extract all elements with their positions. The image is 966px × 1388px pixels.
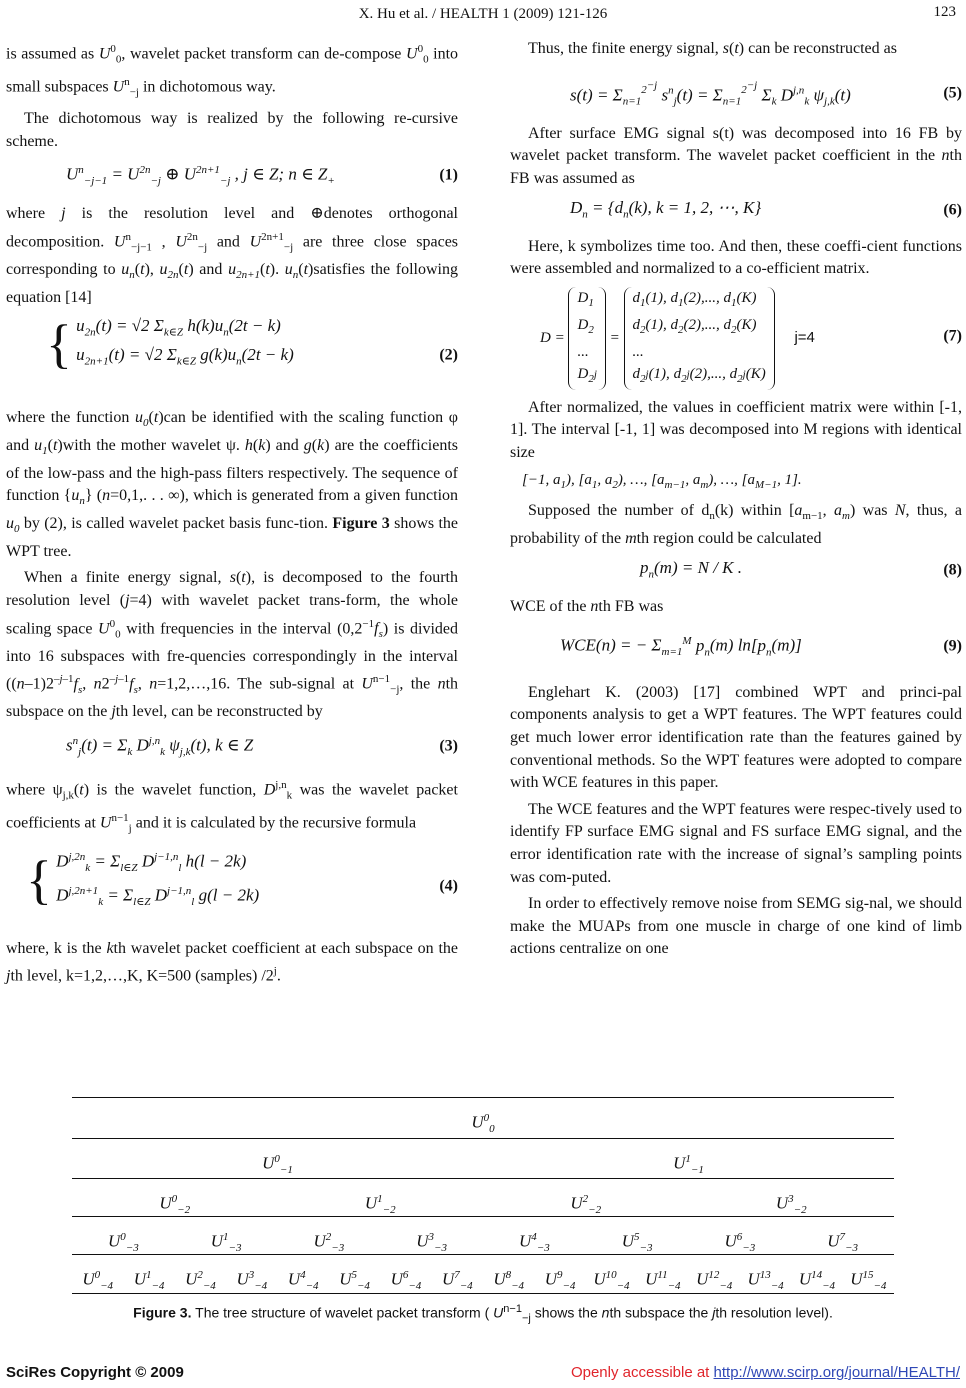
equation-5-number: (5) bbox=[943, 84, 962, 102]
equation-1-number: (1) bbox=[439, 166, 458, 184]
equation-7-number: (7) bbox=[943, 327, 962, 345]
tree-node: $U^8_{-4}$ bbox=[493, 1269, 525, 1293]
figure-label: Figure 3. bbox=[133, 1304, 192, 1321]
paragraph-r6: WCE of the nth FB was bbox=[510, 597, 664, 615]
tree-node: $U^{14}_{-4}$ bbox=[798, 1269, 836, 1293]
tree-node: $U^6_{-4}$ bbox=[390, 1269, 422, 1293]
page-number: 123 bbox=[933, 4, 956, 20]
paragraph-r9: In order to effectively remove noise from SEMG sig-nal, we should make the MUAPs from one muscle in charge of one kind of limb actions centralize on one bbox=[510, 895, 962, 958]
equation-2: { $u_{2n}(t) = √2$ $\Sigma_{k\in Z}$ $h(k)u_n(2t - k)$ $u_{2n+1}(t) = √2$ $\Sigma_{k\in Z}$ $g(k)u_n(2t - k)$ (2) bbox=[46, 314, 458, 375]
equation-8-number: (8) bbox=[943, 561, 962, 579]
tree-level-4 bbox=[72, 1254, 894, 1293]
tree-node: $U^2_{-4}$ bbox=[185, 1269, 216, 1293]
equation-4: { $D^{j,2n}_k = \Sigma_{l\in Z}$ $D^{j-1,n}_l$ h(l − 2k) $D^{j,2n+1}_k = \Sigma_{l\in Z}$ $D^{j-1,n}_l$ g(l − 2k) (4) bbox=[26, 849, 458, 910]
tree-level-2 bbox=[72, 1178, 894, 1219]
left-column bbox=[6, 38, 458, 992]
running-title: X. Hu et al. / HEALTH 1 (2009) 121-126 bbox=[358, 6, 608, 22]
figure-caption: Figure 3. The tree structure of wavelet packet transform ( $U^{n-1}_{-j}$ shows the nth subspace the jth resolution level). bbox=[133, 1303, 833, 1325]
paragraph-7: where, k is the kth wavelet packet coefficient at each subspace on the jth level, k=1,2,…,K, K=500 (samples) /2$^j$. bbox=[6, 939, 458, 985]
copyright-notice: SciRes Copyright © 2009 bbox=[6, 1364, 184, 1381]
equation-4-number: (4) bbox=[439, 877, 458, 895]
tree-node: $U^6_{-3}$ bbox=[724, 1231, 756, 1255]
paragraph-3: where j is the resolution level and ⊕denotes orthogonal decomposition. $U^n_{-j-1}$ , $U^{2n}_{-j}$ and $U^{2n+1}_{-j}$ are three close spaces corresponding to $u_n(t)$, $u_{2n}(t)$ and $u_{2n+1}(t)$. $u_n(t)satisfies$ the following equation [14] bbox=[6, 205, 459, 306]
tree-node: $U^2_{-2}$ bbox=[570, 1193, 602, 1217]
tree-node: $U^1_{-2}$ bbox=[364, 1193, 396, 1217]
tree-node: $U^7_{-3}$ bbox=[827, 1231, 858, 1255]
tree-level-1 bbox=[72, 1138, 894, 1179]
interval-list: [−1, $a_1$), [$a_1$, $a_2$), …, [$a_{m-1}$, $a_m$), …, [$a_{M-1}$, 1]. bbox=[522, 471, 802, 491]
equation-5: $s(t) = \Sigma_{n=1}^{2^{-j}}$ $s^n_j(t) = \Sigma_{n=1}^{2^{-j}}$ $\Sigma_k$ D$^{j,n}_k$ $\psi_{j,k}(t)$ (5) bbox=[570, 79, 962, 108]
equation-9-number: (9) bbox=[943, 637, 962, 655]
tree-node: $U^2_{-3}$ bbox=[313, 1231, 345, 1255]
equation-6-number: (6) bbox=[943, 201, 962, 219]
tree-node: $U^1_{-4}$ bbox=[133, 1269, 165, 1293]
journal-link[interactable]: http://www.scirp.org/journal/HEALTH/ bbox=[713, 1364, 960, 1381]
tree-node: $U^7_{-4}$ bbox=[441, 1269, 473, 1293]
tree-node: $U^{11}_{-4}$ bbox=[645, 1269, 681, 1293]
tree-node: $U^3_{-4}$ bbox=[236, 1269, 268, 1293]
paragraph-r1: Thus, the finite energy signal, s(t) can be reconstructed as bbox=[528, 40, 897, 57]
equation-3: $s^n_j(t) = \Sigma_k$ D$^{j,n}_k$ $\psi_{j,k}(t)$, k ∈ Z (3) bbox=[66, 735, 458, 759]
paragraph-5: When a finite energy signal, s(t), is decomposed to the fourth resolution level (j=4) with wavelet packet trans-form, the whole scaling space $U^0_0$ with frequencies in the interval $(0,2^{-1}f_s)$ is divided into 16 subspaces with fre-quencies correspondingly in the interval ($(n-1)2^{-j-1}f_s$, $n2^{-j-1}f_s$, n=1,2,…,16. The sub-signal at $U^{n-1}_{-j}$, the nth subspace on the jth level, can be reconstructed by bbox=[6, 569, 459, 721]
tree-node: $U^0_{-1}$ bbox=[262, 1153, 293, 1177]
tree-node: $U^5_{-3}$ bbox=[621, 1231, 653, 1255]
equation-1: $U^n_{-j-1} = U^{2n}_{-j}$ ⊕ $U^{2n+1}_{-j}$ , j ∈ Z; n ∈ $Z_+$ (1) bbox=[66, 164, 458, 188]
tree-node: $U^0_{-3}$ bbox=[108, 1231, 139, 1255]
tree-node: $U^3_{-2}$ bbox=[775, 1193, 807, 1217]
tree-node: $U^0_{-2}$ bbox=[159, 1193, 191, 1217]
equation-3-number: (3) bbox=[439, 737, 458, 755]
tree-node: $U^{12}_{-4}$ bbox=[696, 1269, 733, 1293]
tree-level-3 bbox=[72, 1216, 894, 1257]
tree-node: $U^0_0$ bbox=[471, 1112, 495, 1136]
paragraph-r7: Englehart K. (2003) [17] combined WPT and princi-pal components analysis to get a WPT features. The WPT features could get much lower error identification rate than the features gained by conventional methods. So the WPT features were adopted to compare with WCE features in this paper. bbox=[510, 683, 962, 792]
tree-node: $U^{13}_{-4}$ bbox=[747, 1269, 784, 1293]
equation-8: $p_n(m) = N / K$ . (8) bbox=[510, 557, 962, 586]
tree-node: $U^3_{-3}$ bbox=[416, 1231, 447, 1255]
right-column bbox=[510, 38, 962, 965]
equation-7-note: j=4 bbox=[794, 328, 815, 346]
paragraph-1: is assumed as $U^0_0$, wavelet packet transform can de-compose $U^0_0$ into small subspaces $U^n_{-j}$ in dichotomous way. bbox=[6, 43, 459, 99]
tree-node: $U^9_{-4}$ bbox=[544, 1269, 576, 1293]
tree-node: $U^1_{-1}$ bbox=[673, 1153, 704, 1177]
tree-node: $U^{15}_{-4}$ bbox=[850, 1269, 887, 1293]
paragraph-4: where the function $u_0(t)can$ be identified with the scaling function φ and $u_1(t)with$ the mother wavelet ψ. h(k) and g(k) are the coefficients of the low-pass and the high-pass filters respectively. The sequence of function $\{u_n\}$ (n=0,1,. . . ∞), which is generated from a given function $u_0$ by (2), is called wavelet packet basis func-tion. Figure 3 shows the WPT tree. bbox=[6, 409, 459, 560]
tree-node: $U^4_{-3}$ bbox=[519, 1231, 550, 1255]
paragraph-r8: The WCE features and the WPT features were respec-tively used to identify FP surface EMG signal and FS surface EMG signal, and the error identification rate with the increase of signal’s sampling points was com-puted. bbox=[510, 800, 962, 886]
tree-node: $U^{10}_{-4}$ bbox=[593, 1269, 630, 1293]
equation-9: WCE(n) = − $\Sigma_{m=1}^M$ $p_n(m)$ $\ln[p_n(m)]$ (9) bbox=[560, 635, 962, 659]
access-notice: Openly accessible at http://www.scirp.org/journal/HEALTH/ bbox=[570, 1364, 960, 1381]
paragraph-2: The dichotomous way is realized by the following re-cursive scheme. bbox=[6, 110, 458, 150]
tree-level-0 bbox=[72, 1098, 894, 1138]
tree-node: $U^1_{-3}$ bbox=[210, 1231, 242, 1255]
wpt-tree-figure bbox=[72, 1097, 894, 1294]
tree-node: $U^4_{-4}$ bbox=[287, 1269, 319, 1293]
paragraph-r3: Here, k symbolizes time too. And then, these coeffi-cient functions were assembled and normalized to a co-efficient matrix. bbox=[510, 237, 962, 278]
paragraph-r2: After surface EMG signal s(t) was decomposed into 16 FB by wavelet packet transform. The wavelet packet coefficient in the nth FB was assumed as bbox=[510, 124, 962, 188]
equation-2-number: (2) bbox=[439, 346, 458, 364]
tree-node: $U^5_{-4}$ bbox=[339, 1269, 370, 1293]
equation-7: D = $D_1$ $D_2$ ... $D_{2^j}$ = $d_1(1)$, $d_1(2)$,..., $d_1(K)$ $d_2(1)$, $d_2(2)$,..., $d_2(K)$ ... $d_{2^j}(1)$, $d_{2^j}(2)$,..., $d_{2^j}(K)$ j=4 (7) bbox=[510, 287, 962, 387]
tree-node: $U^0_{-4}$ bbox=[82, 1269, 114, 1293]
paragraph-r5: Supposed the number of $d_n(k)$ within [$a_{m-1}$, $a_m$) was N, thus, a probability of the mth region could be calculated bbox=[510, 502, 963, 547]
paragraph-6: where $\psi_{j,k}(t)$ is the wavelet function, D$^{j,n}_k$ was the wavelet packet coefficients at $U^{n-1}_j$ and it is calculated by the recursive formula bbox=[6, 778, 458, 835]
paragraph-r4: After normalized, the values in coefficient matrix were within [-1, 1]. The interval [-1, 1] was decomposed into M regions with identical size bbox=[510, 398, 962, 462]
equation-6: $D_n = \{d_n(k)$, k = 1, 2, ⋯, K} (6) bbox=[510, 197, 962, 226]
